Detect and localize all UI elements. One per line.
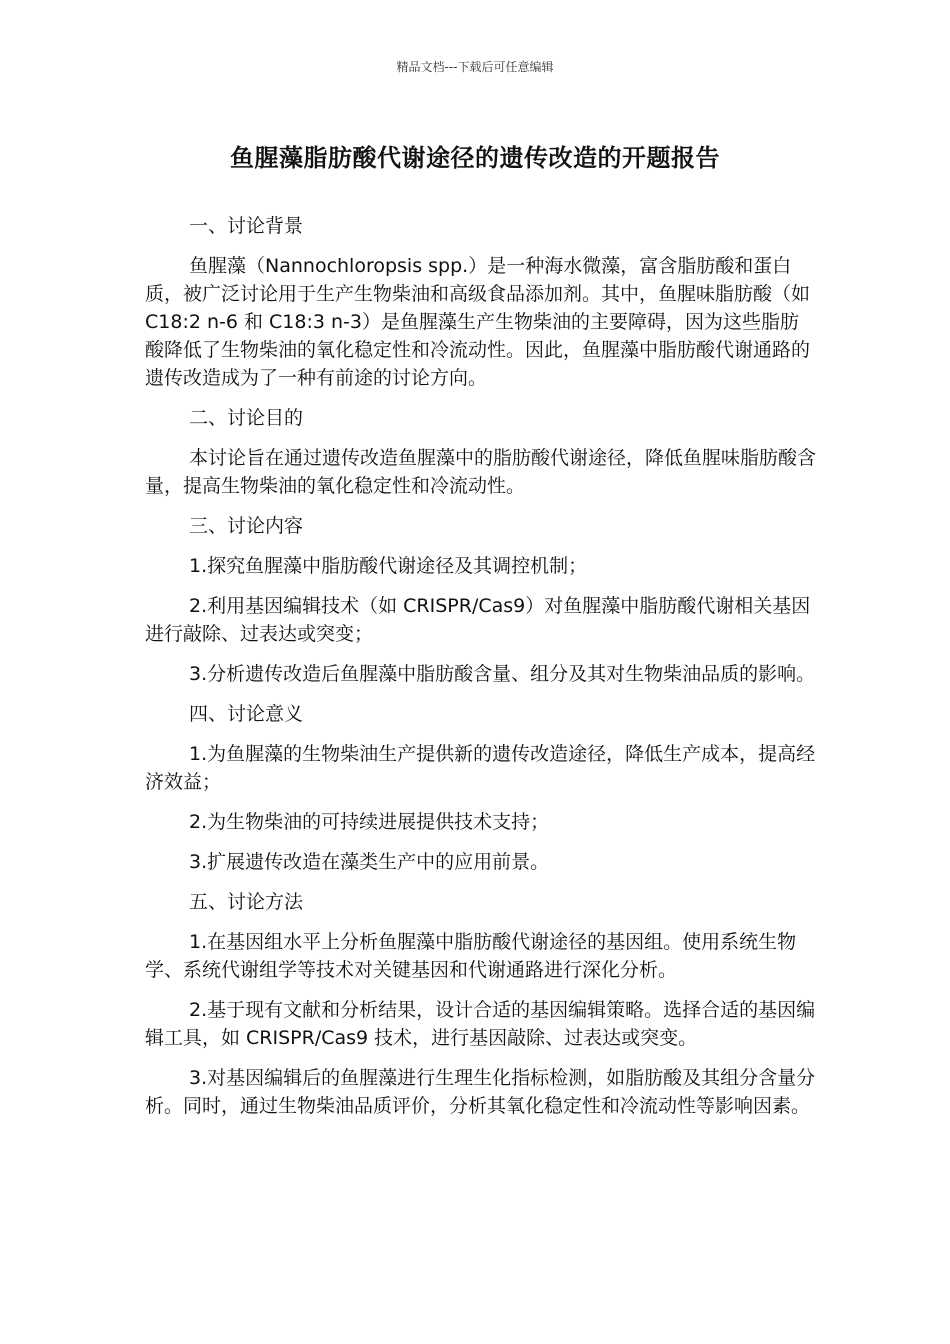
paragraph: 2.为生物柴油的可持续进展提供技术支持； bbox=[189, 811, 550, 833]
paragraph: 2.利用基因编辑技术（如 CRISPR/Cas9）对鱼腥藻中脂肪酸代谢相关基因进行敲除、过表达或突变； bbox=[145, 595, 811, 645]
section-heading: 五、讨论方法 bbox=[189, 891, 304, 913]
section-heading: 二、讨论目的 bbox=[189, 407, 304, 429]
section-heading: 四、讨论意义 bbox=[189, 703, 304, 725]
section-methods bbox=[145, 888, 817, 1120]
document-title: 鱼腥藻脂肪酸代谢途径的遗传改造的开题报告 bbox=[230, 144, 720, 172]
section-heading: 三、讨论内容 bbox=[189, 515, 304, 537]
paragraph: 3.分析遗传改造后鱼腥藻中脂肪酸含量、组分及其对生物柴油品质的影响。 bbox=[189, 663, 816, 685]
paragraph: 3.对基因编辑后的鱼腥藻进行生理生化指标检测，如脂肪酸及其组分含量分析。同时，通过生物柴油品质评价，分析其氧化稳定性和冷流动性等影响因素。 bbox=[145, 1067, 816, 1117]
document-body bbox=[145, 212, 817, 1132]
section-heading: 一、讨论背景 bbox=[189, 215, 304, 237]
paragraph: 1.探究鱼腥藻中脂肪酸代谢途径及其调控机制； bbox=[189, 555, 588, 577]
section-background bbox=[145, 212, 817, 392]
paragraph: 鱼腥藻（Nannochloropsis spp.）是一种海水微藻，富含脂肪酸和蛋白质，被广泛讨论用于生产生物柴油和高级食品添加剂。其中，鱼腥味脂肪酸（如 C18:2 n-6 和 C18:3 n-3）是鱼腥藻生产生物柴油的主要障碍，因为这些脂肪酸降低了生物柴油的氧化稳定性和冷流动性。因此，鱼腥藻中脂肪酸代谢通路的遗传改造成为了一种有前途的讨论方向。 bbox=[145, 255, 811, 389]
paragraph: 1.为鱼腥藻的生物柴油生产提供新的遗传改造途径，降低生产成本，提高经济效益； bbox=[145, 743, 816, 793]
paragraph: 3.扩展遗传改造在藻类生产中的应用前景。 bbox=[189, 851, 550, 873]
paragraph: 1.在基因组水平上分析鱼腥藻中脂肪酸代谢途径的基因组。使用系统生物学、系统代谢组学等技术对关键基因和代谢通路进行深化分析。 bbox=[145, 931, 797, 981]
section-content bbox=[145, 512, 817, 688]
paragraph: 本讨论旨在通过遗传改造鱼腥藻中的脂肪酸代谢途径，降低鱼腥味脂肪酸含量，提高生物柴油的氧化稳定性和冷流动性。 bbox=[145, 447, 817, 497]
section-purpose bbox=[145, 404, 817, 500]
section-significance bbox=[145, 700, 817, 876]
paragraph: 2.基于现有文献和分析结果，设计合适的基因编辑策略。选择合适的基因编辑工具，如 CRISPR/Cas9 技术，进行基因敲除、过表达或突变。 bbox=[145, 999, 816, 1049]
header-note: 精品文档---下载后可任意编辑 bbox=[396, 60, 554, 74]
